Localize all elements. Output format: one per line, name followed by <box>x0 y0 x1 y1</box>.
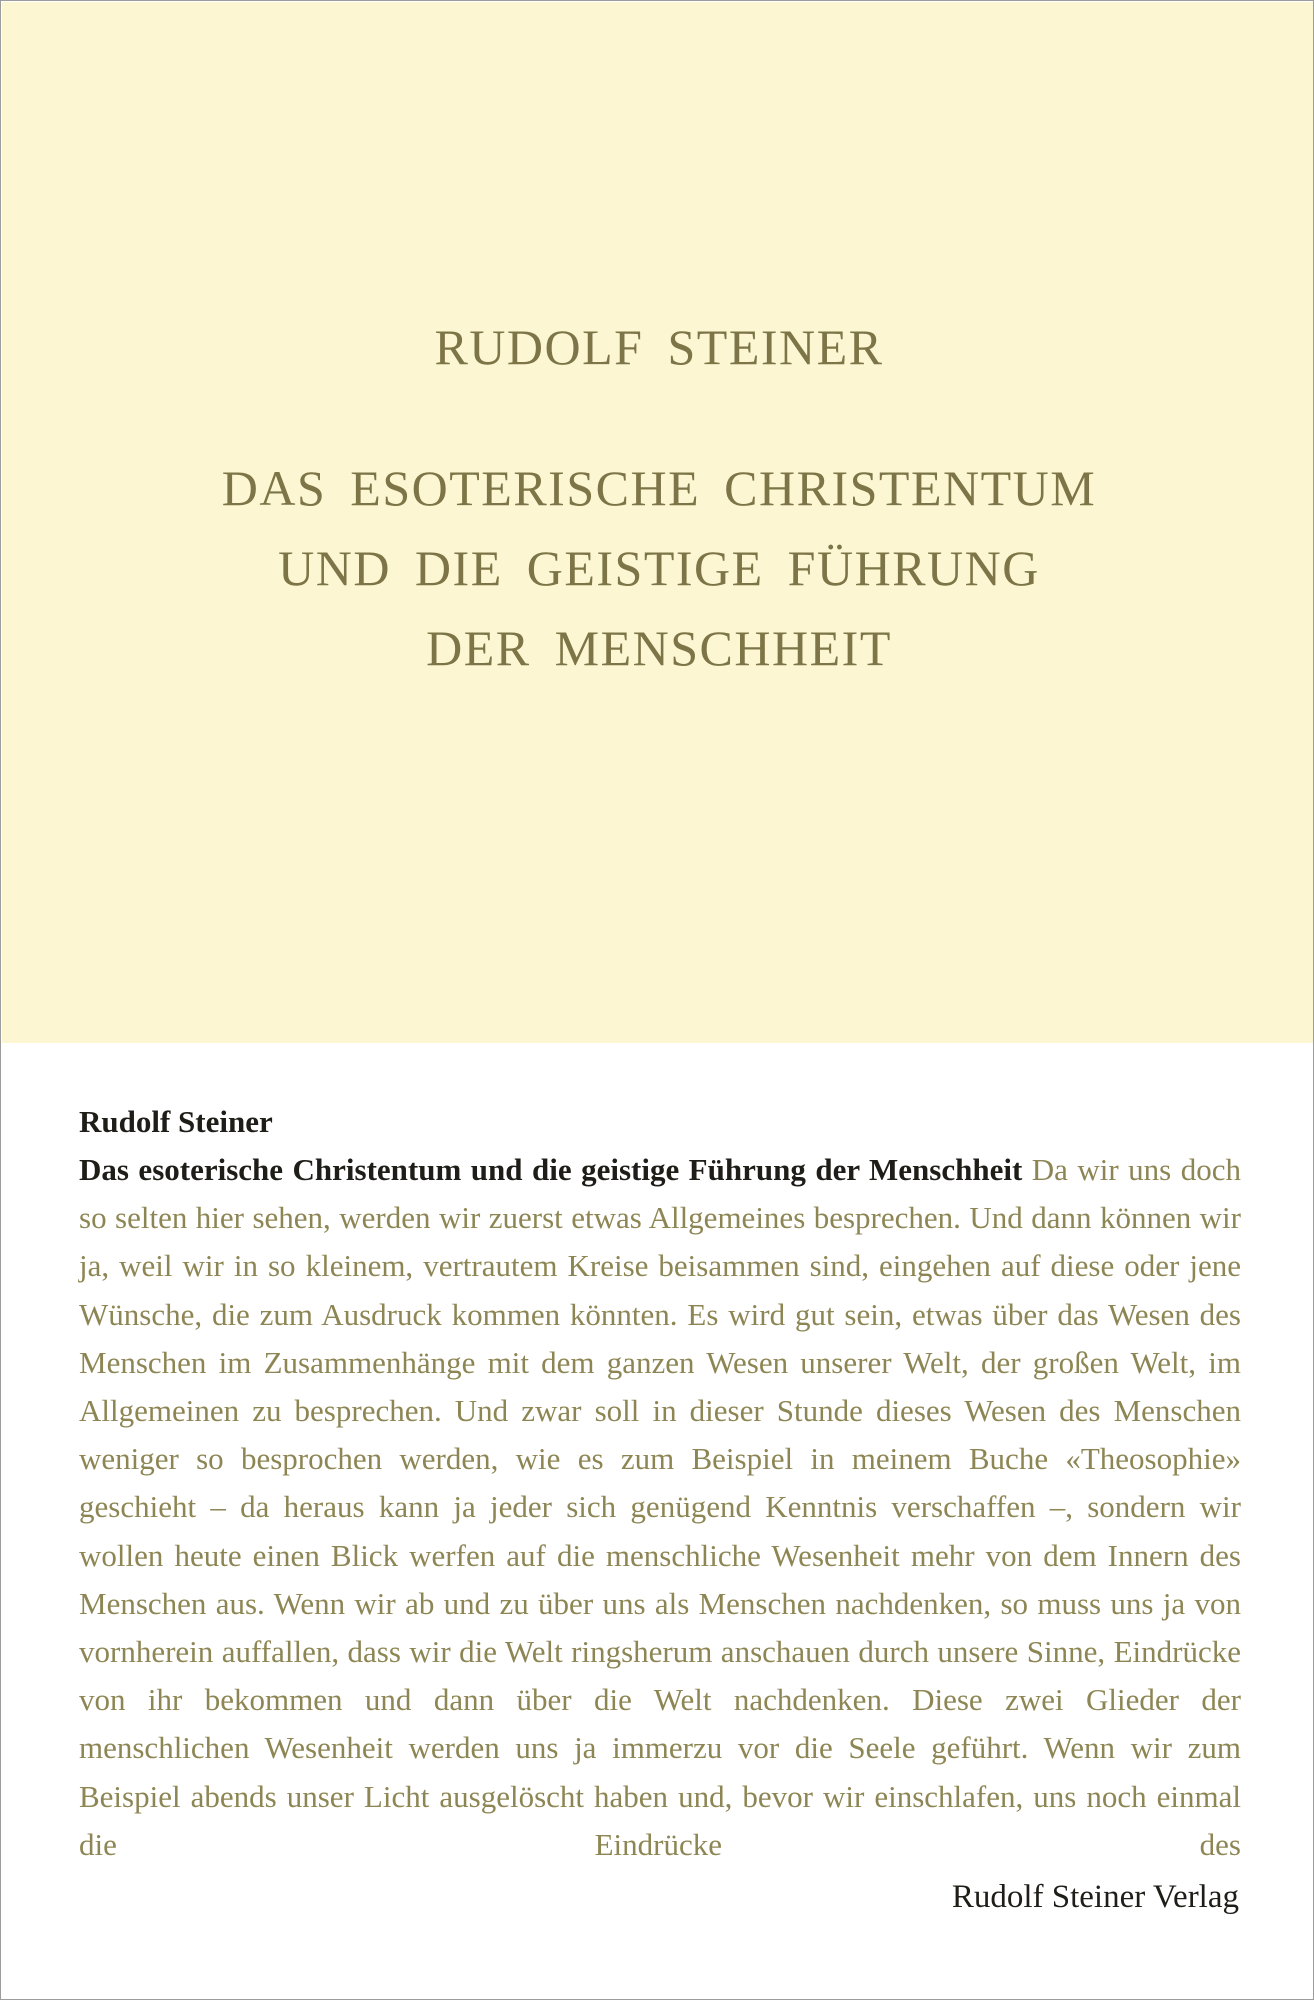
blurb-section <box>79 1098 1241 1869</box>
blurb-author: Rudolf Steiner <box>79 1104 273 1139</box>
cover-title-line-1: DAS ESOTERISCHE CHRISTENTUM <box>221 460 1097 516</box>
blurb-paragraph <box>79 1146 1241 1869</box>
blurb-title: Das esoterische Christentum und die geistige Führung der Menschheit <box>79 1152 1023 1187</box>
blurb-body: Da wir uns doch so selten hier sehen, werden wir zuerst etwas Allgemeines besprechen. Und dann können wir ja, weil wir in so kleinem, vertrautem Kreise beisammen sind, eingehen auf diese oder jene Wünsche, die zum Ausdruck kommen könnten. Es wird gut sein, etwas über das Wesen des Menschen im Zusammenhänge mit dem ganzen Wesen unserer Welt, der großen Welt, im Allgemeinen zu besprechen. Und zwar soll in dieser Stunde dieses Wesen des Menschen weniger so besprochen werden, wie es zum Beispiel in meinem Buche «Theosophie» geschieht – da heraus kann ja jeder sich genügend Kenntnis verschaffen –, sondern wir wollen heute einen Blick werfen auf die menschliche Wesenheit mehr von dem Innern des Menschen aus. Wenn wir ab und zu über uns als Menschen nachdenken, so muss uns ja von vornherein auffallen, dass wir die Welt ringsherum anschauen durch unsere Sinne, Eindrücke von ihr bekommen und dann über die Welt nachdenken. Diese zwei Glieder der menschlichen Wesenheit werden uns ja immerzu vor die Seele geführt. Wenn wir zum Beispiel abends unser Licht ausgelöscht haben und, bevor wir einschlafen, uns noch einmal die Eindrücke des <box>79 1152 1241 1862</box>
cover-author: RUDOLF STEINER <box>434 319 884 375</box>
cover-title-line-2: UND DIE GEISTIGE FÜHRUNG <box>278 540 1040 596</box>
cover-title <box>2 459 1314 699</box>
cover-title-line-3: DER MENSCHHEIT <box>426 620 892 676</box>
publisher-name: Rudolf Steiner Verlag <box>951 1879 1239 1915</box>
cover-title-panel <box>2 2 1313 1043</box>
